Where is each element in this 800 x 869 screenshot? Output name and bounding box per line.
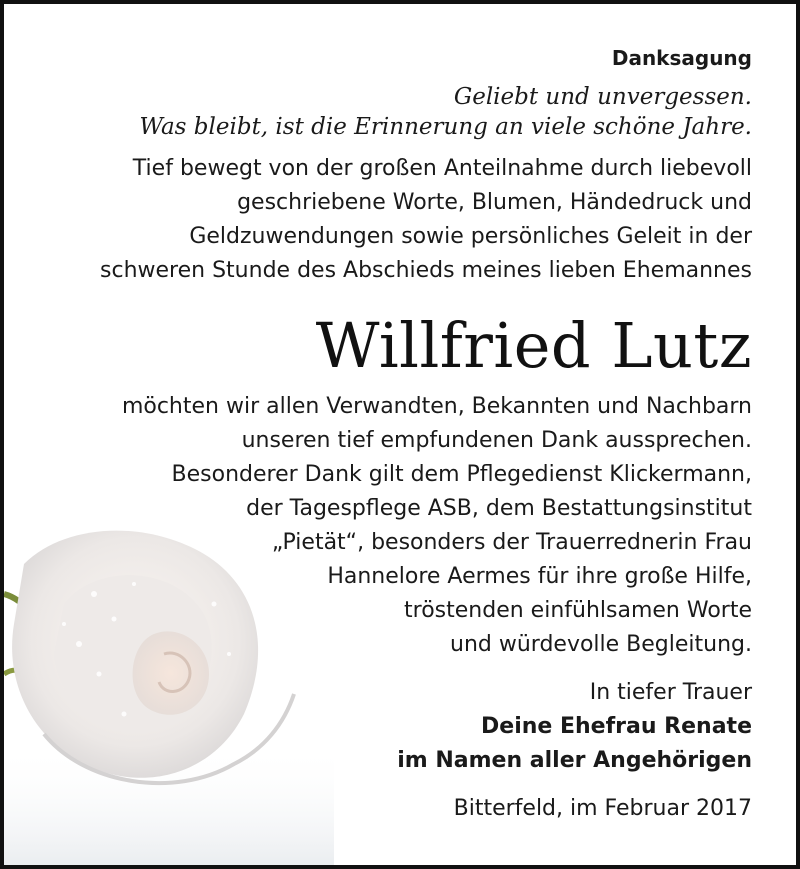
thanks-text [32,390,752,662]
thanks-line: und würdevolle Begleitung. [450,632,752,657]
intro-line: schweren Stunde des Abschieds meines lieben Ehemannes [100,258,752,283]
place-date: Bitterfeld, im Februar 2017 [453,796,752,821]
heading: Danksagung [611,46,752,70]
signoff [32,676,752,778]
intro-line: geschriebene Worte, Blumen, Händedruck und [237,190,752,215]
signoff-name: Deine Ehefrau Renate [481,714,752,739]
motto-line: Was bleibt, ist die Erinnerung an viele schöne Jahre. [139,114,752,140]
intro-text [32,152,752,288]
thanks-line: „Pietät“, besonders der Trauerrednerin Frau [271,530,752,555]
text-block [32,40,752,826]
intro-line: Geldzuwendungen sowie persönliches Geleit in der [189,224,752,249]
signoff-intro: In tiefer Trauer [589,680,752,705]
deceased-name: Willfried Lutz [315,309,752,382]
thanks-line: tröstenden einfühlsamen Worte [404,598,752,623]
thanks-line: der Tagespflege ASB, dem Bestattungsinstitut [246,496,752,521]
signoff-name: im Namen aller Angehörigen [397,748,752,773]
motto-line: Geliebt und unvergessen. [453,84,752,110]
thanks-line: Hannelore Aermes für ihre große Hilfe, [327,564,752,589]
motto [32,82,752,142]
thanks-line: möchten wir allen Verwandten, Bekannten und Nachbarn [121,394,752,419]
thanks-line: Besonderer Dank gilt dem Pflegedienst Klickermann, [171,462,752,487]
intro-line: Tief bewegt von der großen Anteilnahme durch liebevoll [132,156,752,181]
thanks-line: unseren tief empfundenen Dank aussprechen. [241,428,752,453]
